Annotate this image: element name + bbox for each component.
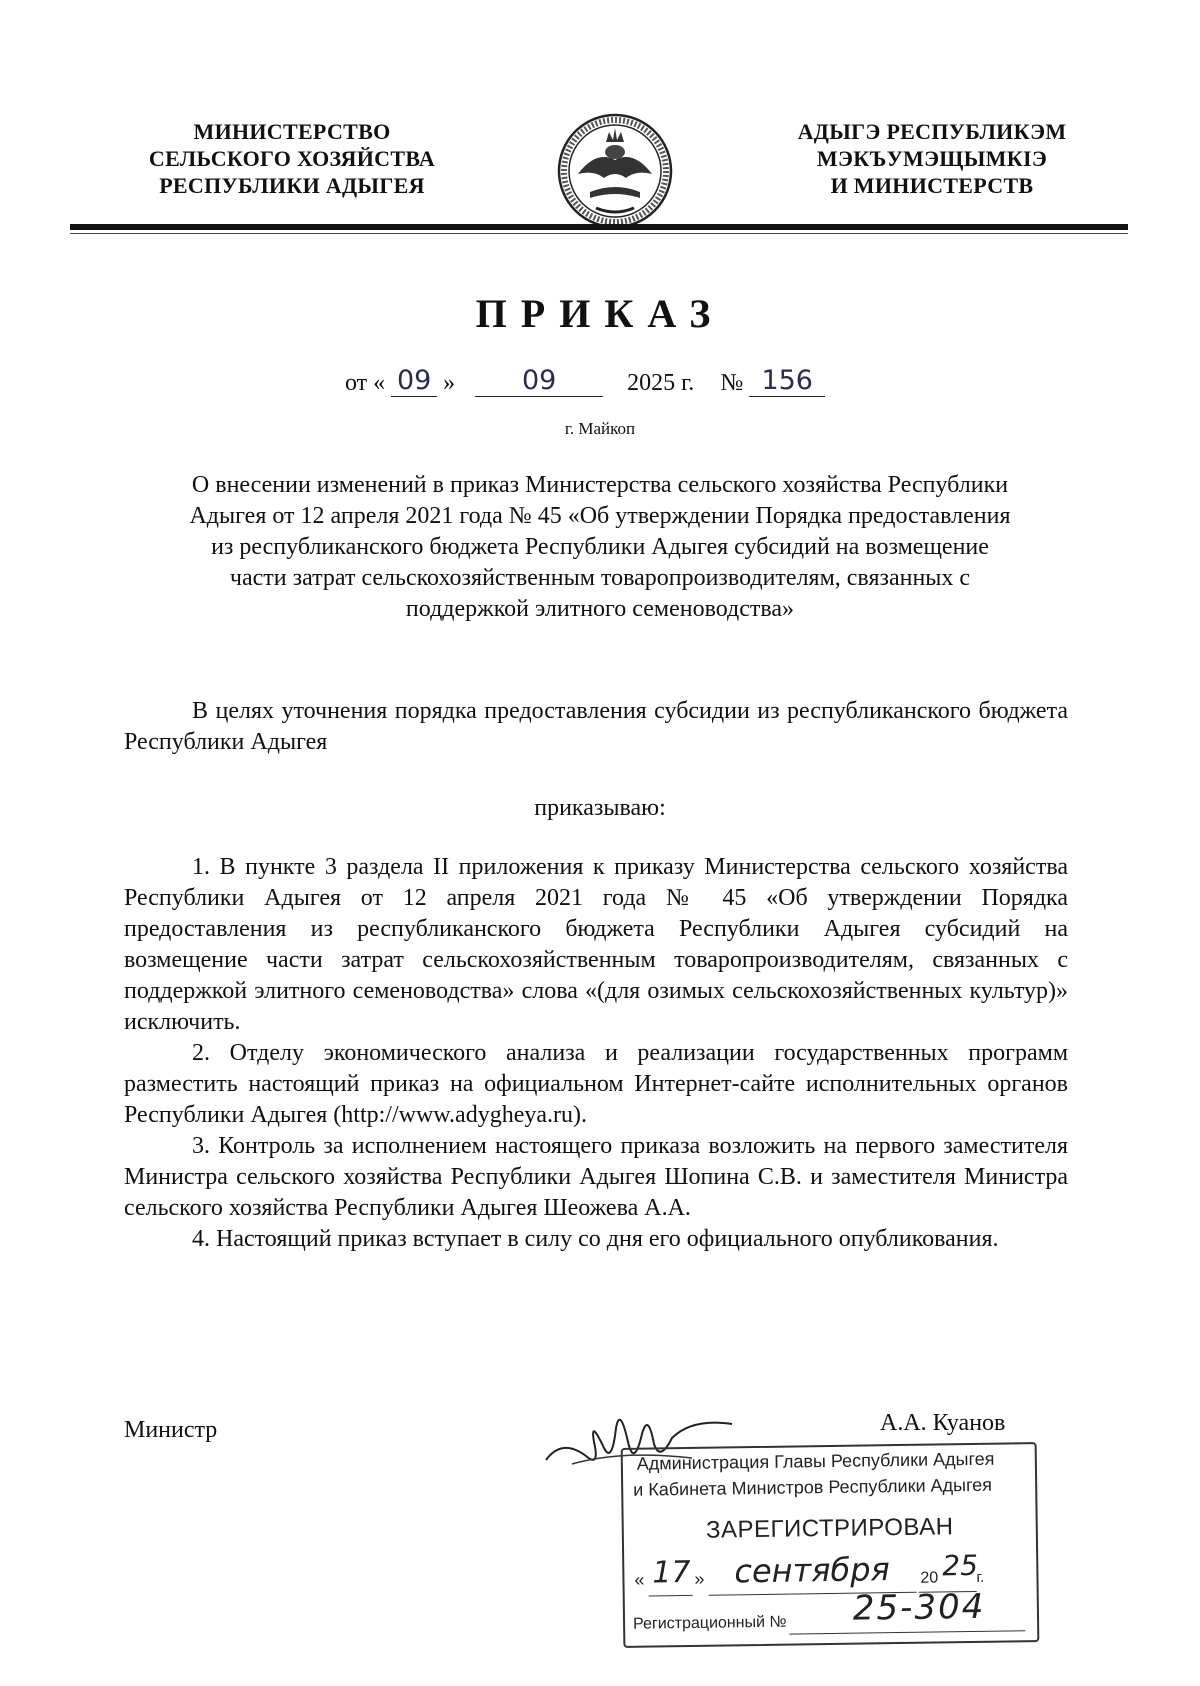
decree-word: приказываю: bbox=[534, 795, 666, 821]
order-subject bbox=[128, 470, 1072, 625]
ministry-name-line: И МИНИСТЕРСТВ bbox=[830, 173, 1034, 198]
order-item: 4. Настоящий приказ вступает в силу со дня его официального опубликования. bbox=[192, 1226, 999, 1252]
ministry-name-russian bbox=[132, 118, 452, 199]
registration-stamp bbox=[621, 1442, 1040, 1648]
order-item: 2. Отделу экономического анализа и реализации государственных программ разместить настоящий приказ на официальном Интернет-сайте исполнительных органов Республики Адыгея (http://www.adygheya.ru). bbox=[124, 1040, 1068, 1128]
stamp-reg-label: Регистрационный № bbox=[632, 1613, 787, 1633]
stamp-month: сентября bbox=[734, 1550, 890, 1591]
ministry-name-line: АДЫГЭ РЕСПУБЛИКЭМ bbox=[797, 119, 1067, 144]
header-divider bbox=[70, 224, 1128, 230]
stamp-year-prefix: 20 bbox=[920, 1569, 939, 1587]
stamp-reg-number: 25-304 bbox=[852, 1586, 986, 1629]
date-year: 2025 г. bbox=[627, 370, 695, 396]
date-prefix: от « bbox=[345, 370, 386, 396]
preamble-text: В целях уточнения порядка предоставления субсидии из республиканского бюджета Республики Адыгея bbox=[124, 698, 1068, 755]
subject-line: части затрат сельскохозяйственным товаропроизводителям, связанных с bbox=[229, 565, 971, 591]
header-divider-thin bbox=[70, 233, 1128, 234]
preamble bbox=[124, 696, 1068, 758]
subject-line: О внесении изменений в приказ Министерства сельского хозяйства Республики bbox=[191, 472, 1009, 498]
order-items bbox=[124, 852, 1068, 1255]
adygea-coat-of-arms-icon bbox=[556, 112, 674, 230]
ministry-name-line: СЕЛЬСКОГО ХОЗЯЙСТВА bbox=[148, 146, 436, 171]
ministry-name-line: РЕСПУБЛИКИ АДЫГЕЯ bbox=[159, 173, 425, 198]
date-month: 09 bbox=[475, 366, 603, 397]
date-sep: » bbox=[443, 370, 456, 396]
order-item: 3. Контроль за исполнением настоящего приказа возложить на первого заместителя Министра сельского хозяйства Республики Адыгея Шопина С.В. и заместителя Министра сельского хозяйства Республики Адыгея Шеожева А.А. bbox=[124, 1133, 1068, 1221]
ministry-name-line: МИНИСТЕРСТВО bbox=[193, 119, 391, 144]
subject-line: Адыгея от 12 апреля 2021 года № 45 «Об утверждении Порядка предоставления bbox=[189, 503, 1011, 529]
city-name: г. Майкоп bbox=[564, 419, 636, 438]
subject-line: поддержкой элитного семеноводства» bbox=[405, 596, 795, 622]
stamp-day: 17 bbox=[652, 1554, 691, 1591]
subject-line: из республиканского бюджета Республики Адыгея субсидий на возмещение bbox=[211, 534, 989, 560]
ministry-name-adyghe bbox=[772, 118, 1092, 199]
order-dateline bbox=[345, 366, 825, 402]
signatory-role: Министр bbox=[124, 1417, 218, 1443]
signatory-name: А.А. Куанов bbox=[880, 1410, 1006, 1436]
stamp-year-unit: г. bbox=[976, 1568, 985, 1586]
stamp-registered-label: ЗАРЕГИСТРИРОВАН bbox=[705, 1513, 954, 1544]
order-number: 156 bbox=[749, 366, 825, 397]
date-day: 09 bbox=[391, 366, 437, 397]
stamp-close-quote: » bbox=[694, 1568, 705, 1589]
number-label: № bbox=[720, 370, 744, 396]
document-title: ПРИКАЗ bbox=[475, 291, 725, 336]
stamp-registration-number-line bbox=[632, 1586, 1033, 1640]
ministry-name-line: МЭКЪУМЭЩЫМКIЭ bbox=[816, 146, 1048, 171]
stamp-authority-line: Администрация Главы Республики Адыгея bbox=[636, 1448, 995, 1474]
order-item: 1. В пункте 3 раздела II приложения к приказу Министерства сельского хозяйства Республики Адыгея от 12 апреля 2021 года № 45 «Об утверждении Порядка предоставления из республиканского бюджета Республики Адыгея субсидий на возмещение части затрат сельскохозяйственным товаропроизводителям, связанных с поддержкой элитного семеноводства» слова «(для озимых сельскохозяйственных культур)» исключить. bbox=[124, 854, 1068, 1035]
stamp-year: 25 bbox=[942, 1548, 979, 1583]
stamp-authority-line: и Кабинета Министров Республики Адыгея bbox=[633, 1474, 993, 1500]
stamp-open-quote: « bbox=[634, 1569, 645, 1590]
